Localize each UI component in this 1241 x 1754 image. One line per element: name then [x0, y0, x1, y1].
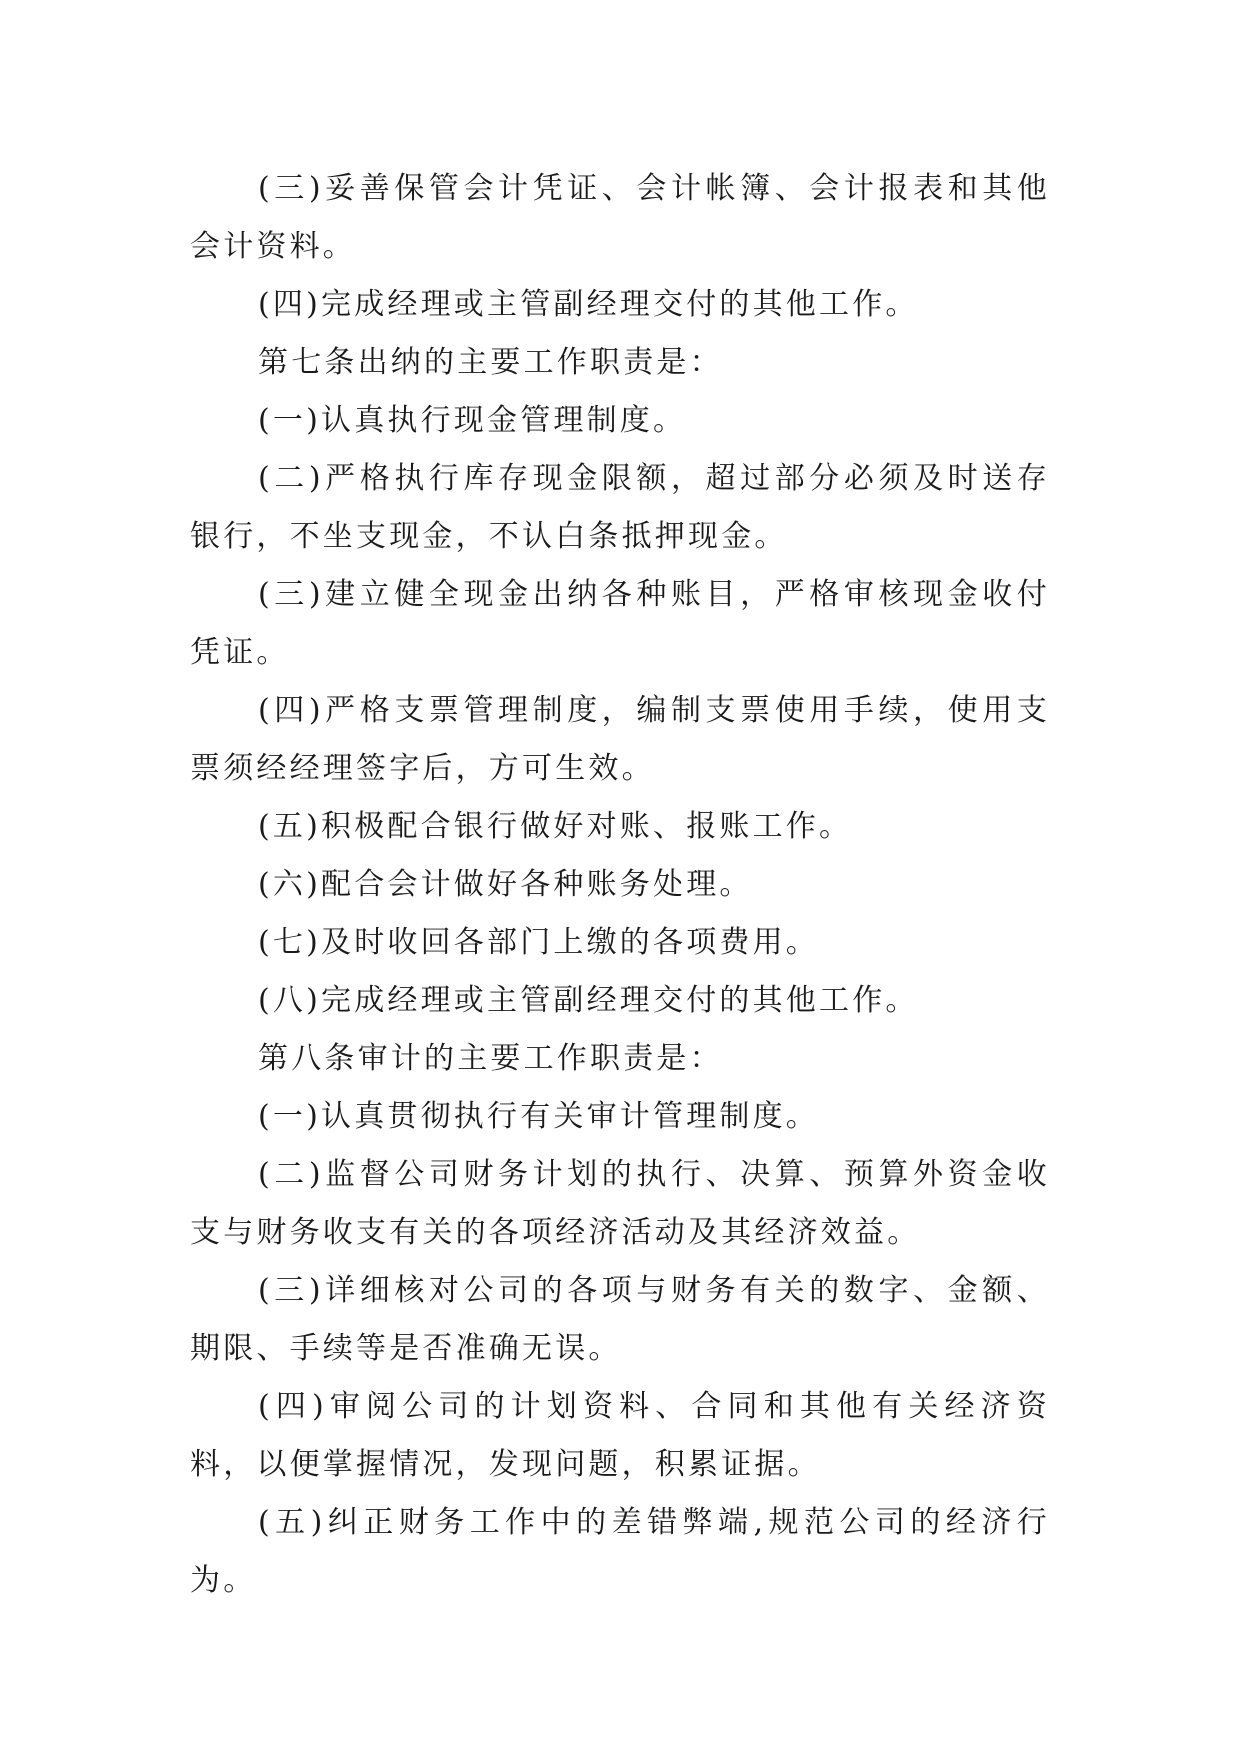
paragraph-audit-2: (二)监督公司财务计划的执行、决算、预算外资金收支与财务收支有关的各项经济活动及其经济效益。	[190, 1157, 1050, 1250]
article-8-heading: 第八条审计的主要工作职责是：	[258, 1041, 723, 1076]
paragraph-cashier-6: (六)配合会计做好各种账务处理。	[258, 867, 753, 902]
paragraph-audit-3: (三)详细核对公司的各项与财务有关的数字、金额、期限、手续等是否准确无误。	[190, 1273, 1050, 1366]
paragraph-cashier-2: (二)严格执行库存现金限额，超过部分必须及时送存银行，不坐支现金，不认白条抵押现金。	[190, 461, 1050, 554]
paragraph-item-3-custody: (三)妥善保管会计凭证、会计帐簿、会计报表和其他会计资料。	[190, 171, 1050, 264]
paragraph-cashier-5: (五)积极配合银行做好对账、报账工作。	[258, 809, 853, 844]
paragraph-audit-5: (五)纠正财务工作中的差错弊端,规范公司的经济行为。	[190, 1505, 1050, 1598]
paragraph-audit-4: (四)审阅公司的计划资料、合同和其他有关经济资料，以便掌握情况，发现问题，积累证据。	[190, 1389, 1050, 1482]
article-7-heading: 第七条出纳的主要工作职责是：	[258, 345, 723, 380]
paragraph-cashier-3: (三)建立健全现金出纳各种账目，严格审核现金收付凭证。	[190, 577, 1050, 670]
paragraph-cashier-7: (七)及时收回各部门上缴的各项费用。	[258, 925, 820, 960]
document-body	[190, 160, 1050, 1610]
paragraph-audit-1: (一)认真贯彻执行有关审计管理制度。	[258, 1099, 820, 1134]
paragraph-cashier-8: (八)完成经理或主管副经理交付的其他工作。	[258, 983, 919, 1018]
paragraph-item-4-other-work: (四)完成经理或主管副经理交付的其他工作。	[258, 287, 919, 322]
paragraph-cashier-1: (一)认真执行现金管理制度。	[258, 403, 687, 438]
paragraph-cashier-4: (四)严格支票管理制度，编制支票使用手续，使用支票须经经理签字后，方可生效。	[190, 693, 1050, 786]
